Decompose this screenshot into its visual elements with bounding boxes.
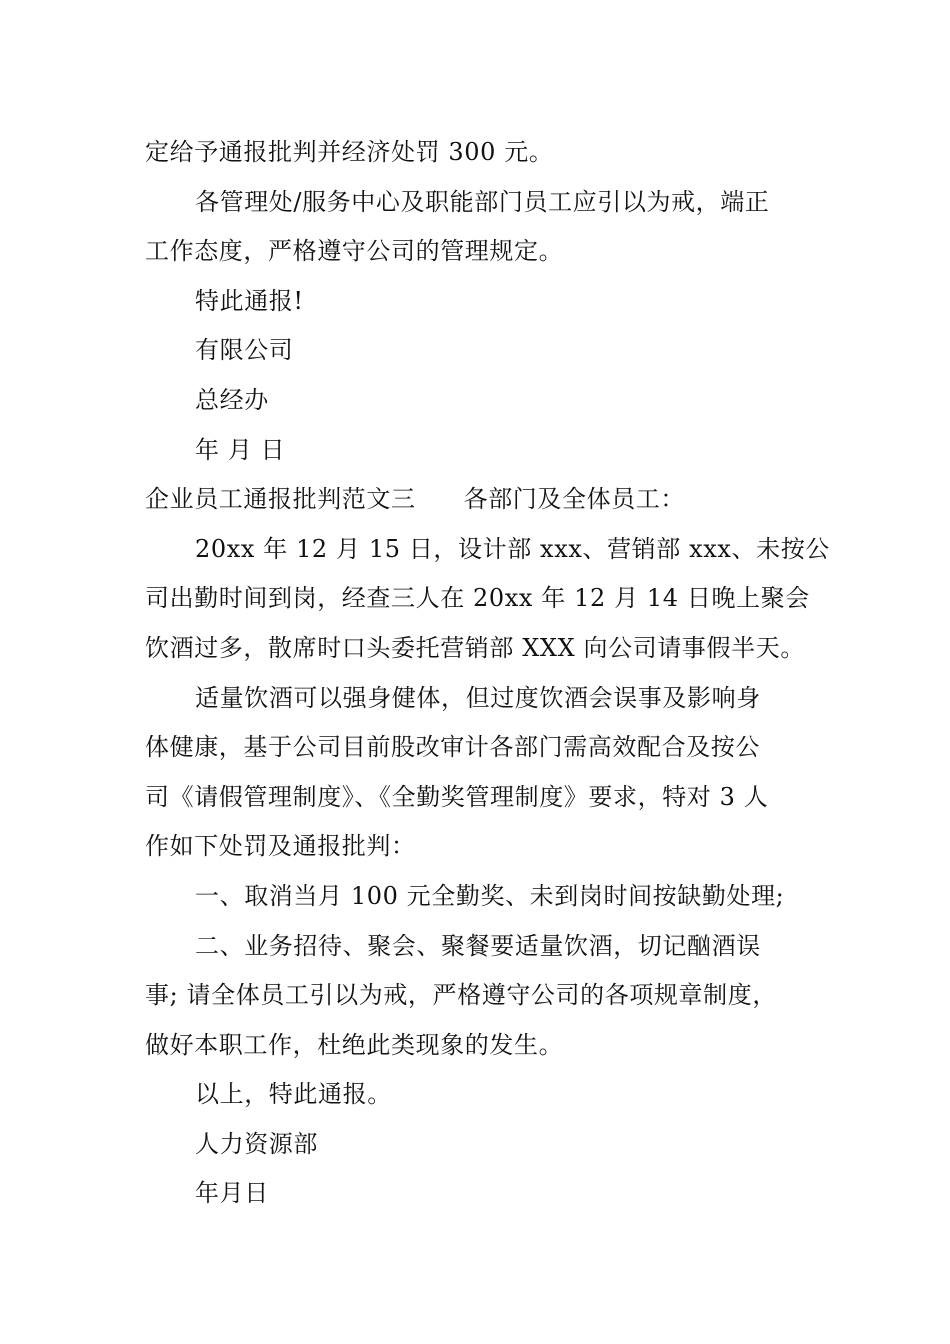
paragraph-line: 适量饮酒可以强身健体，但过度饮酒会误事及影响身: [195, 683, 761, 712]
paragraph-line: 事; 请全体员工引以为戒，严格遵守公司的各项规章制度，: [145, 981, 777, 1010]
paragraph-line: 20xx 年 12 月 15 日，设计部 xxx、营销部 xxx、未按公: [195, 534, 830, 563]
document-body: [145, 128, 830, 1219]
salutation: 各部门及全体员工：: [463, 485, 686, 514]
paragraph-line: 饮酒过多，散席时口头委托营销部 XXX 向公司请事假半天。: [145, 633, 805, 662]
paragraph-line: 司《请假管理制度》、《全勤奖管理制度》要求，特对 3 人: [145, 782, 769, 811]
paragraph-line: 做好本职工作，杜绝此类现象的发生。: [145, 1030, 564, 1059]
signature-date: 年 月 日: [195, 435, 286, 464]
list-item: 一、取消当月 100 元全勤奖、未到岗时间按缺勤处理;: [195, 881, 785, 910]
paragraph-line: 各管理处/服务中心及职能部门员工应引以为戒，端正: [195, 187, 770, 216]
closing-line: 以上，特此通报。: [195, 1080, 392, 1109]
section-title: 企业员工通报批判范文三: [145, 485, 416, 514]
list-item: 二、业务招待、聚会、聚餐要适量饮酒，切记酗酒误: [195, 931, 761, 960]
signature-office: 总经办: [195, 385, 269, 414]
signature-department: 人力资源部: [195, 1129, 318, 1158]
closing-line: 特此通报!: [195, 286, 304, 315]
paragraph-line: 工作态度，严格遵守公司的管理规定。: [145, 237, 564, 266]
signature-company: 有限公司: [195, 336, 294, 365]
paragraph-line: 作如下处罚及通报批判：: [145, 832, 416, 861]
paragraph-line: 司出勤时间到岗，经查三人在 20xx 年 12 月 14 日晚上聚会: [145, 584, 810, 613]
section-heading-line: [145, 475, 830, 525]
paragraph-line: 体健康，基于公司目前股改审计各部门需高效配合及按公: [145, 733, 760, 762]
signature-date: 年月日: [195, 1179, 269, 1208]
paragraph-line: 定给予通报批判并经济处罚 300 元。: [145, 138, 554, 166]
